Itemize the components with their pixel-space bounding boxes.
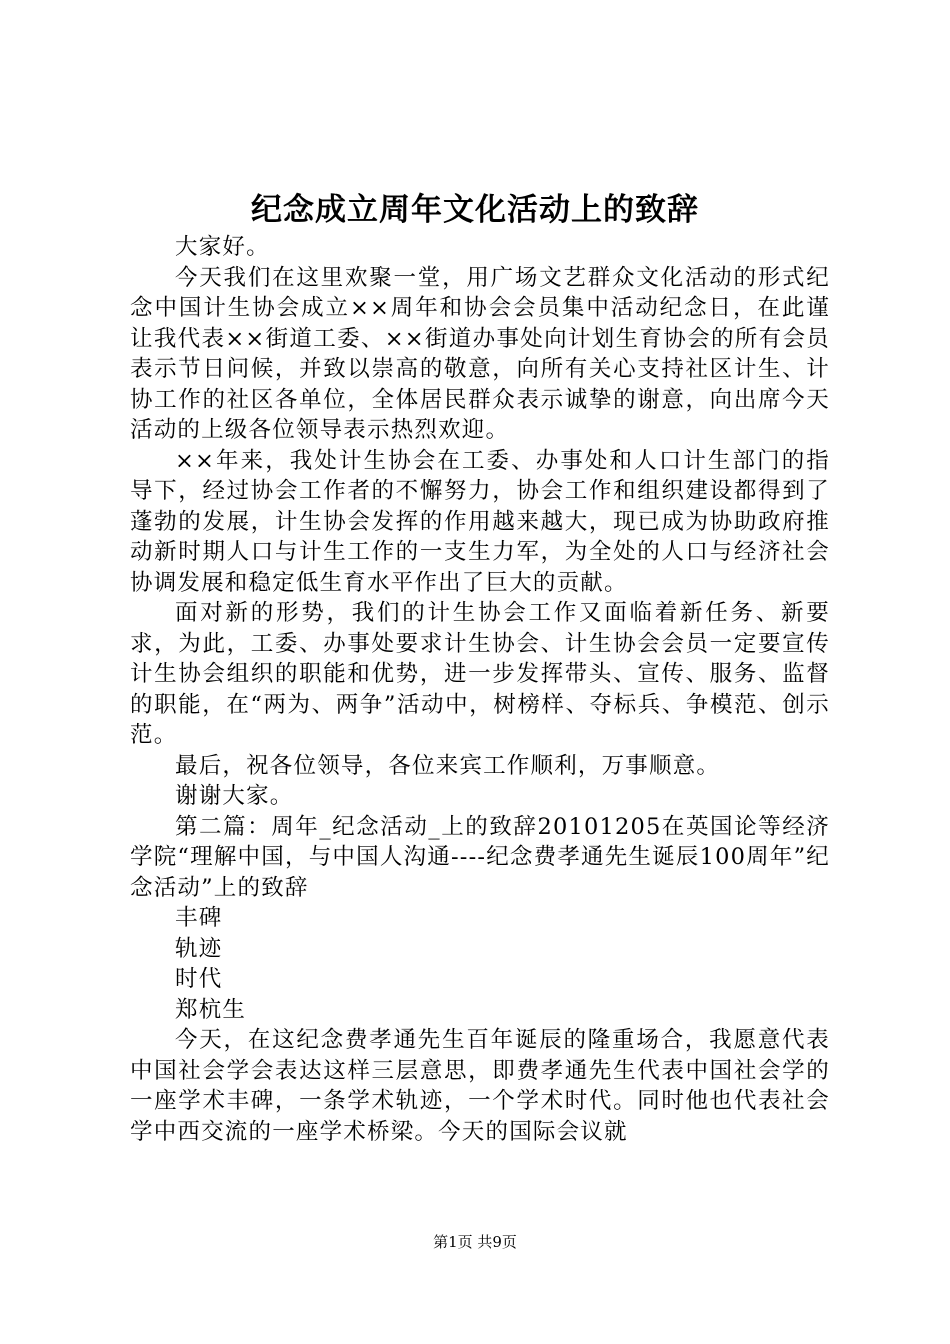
paragraph-greeting: 大家好。 bbox=[175, 234, 270, 260]
paragraph-keyword-era: 时代 bbox=[175, 966, 223, 992]
document-body bbox=[130, 232, 830, 1147]
paragraph-achievements: ××年来，我处计生协会在工委、办事处和人口计生部门的指导下，经过协会工作者的不懈努力，协会工作和组织建设都得到了蓬勃的发展，计生协会发挥的作用越来越大，现已成为协助政府推动新时期人口与计生工作的一支生力军，为全处的人口与经济社会协调发展和稳定低生育水平作出了巨大的贡献。 bbox=[130, 447, 830, 596]
paragraph-wishes: 最后，祝各位领导，各位来宾工作顺利，万事顺意。 bbox=[175, 752, 721, 779]
paragraph-speech-start: 今天，在这纪念费孝通先生百年诞辰的隆重场合，我愿意代表中国社会学会表达这样三层意思，即费孝通先生代表中国社会学的一座学术丰碑，一条学术轨迹，一个学术时代。同时他也代表社会学中西交流的一座学术桥梁。今天的国际会议就 bbox=[130, 1027, 830, 1145]
paragraph-keyword-monument: 丰碑 bbox=[175, 905, 223, 931]
paragraph-second-article-heading: 第二篇：周年_纪念活动_上的致辞20101205在英国论等经济学院“理解中国，与中国人沟通----纪念费孝通先生诞辰100周年”纪念活动”上的致辞 bbox=[130, 813, 830, 901]
document-title: 纪念成立周年文化活动上的致辞 bbox=[251, 192, 699, 228]
paragraph-keyword-trajectory: 轨迹 bbox=[175, 935, 223, 962]
paragraph-thanks: 谢谢大家。 bbox=[175, 783, 294, 809]
page-number-footer: 第1页 共9页 bbox=[433, 1233, 517, 1251]
paragraph-author: 郑杭生 bbox=[175, 996, 247, 1023]
paragraph-new-tasks: 面对新的形势，我们的计生协会工作又面临着新任务、新要求，为此，工委、办事处要求计生协会、计生协会会员一定要宣传计生协会组织的职能和优势，进一步发挥带头、宣传、服务、监督的职能，在“两为、两争”活动中，树榜样、夺标兵、争模范、创示范。 bbox=[130, 600, 830, 748]
paragraph-opening: 今天我们在这里欢聚一堂，用广场文艺群众文化活动的形式纪念中国计生协会成立××周年和协会会员集中活动纪念日，在此谨让我代表××街道工委、××街道办事处向计划生育协会的所有会员表示节日问候，并致以崇高的敬意，向所有关心支持社区计生、计协工作的社区各单位，全体居民群众表示诚挚的谢意，向出席今天活动的上级各位领导表示热烈欢迎。 bbox=[130, 264, 830, 443]
